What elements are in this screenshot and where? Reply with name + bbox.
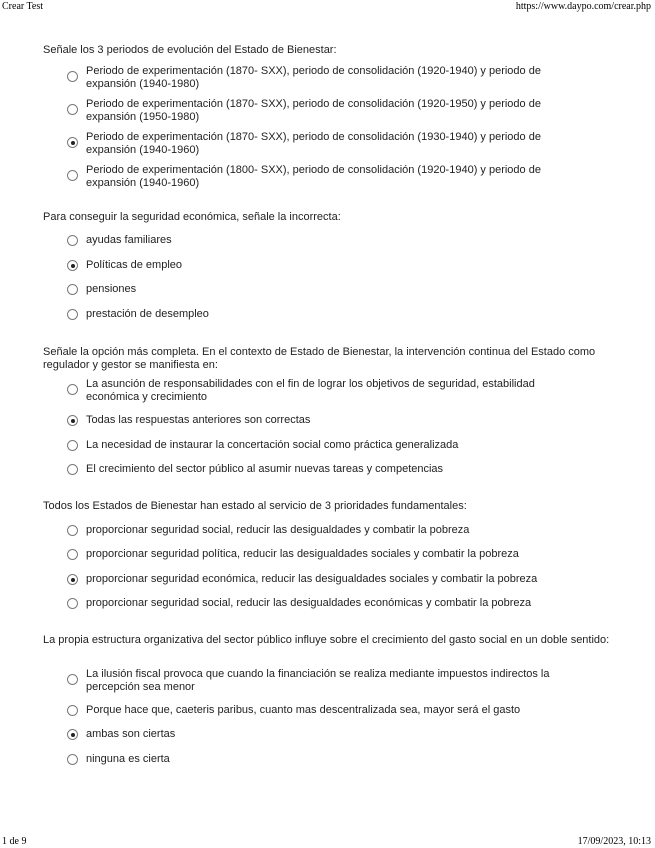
radio-button[interactable]: [67, 549, 78, 560]
option-label: La asunción de responsabilidades con el fin de lograr los objetivos de seguridad, estabilidad económica y crecimiento: [86, 378, 535, 403]
radio-button[interactable]: [67, 309, 78, 320]
radio-button-selected[interactable]: [67, 415, 78, 426]
question-text: Señale la opción más completa. En el contexto de Estado de Bienestar, la intervención continua del Estado como regulador y gestor se manifiesta en:: [43, 346, 596, 371]
print-timestamp: 17/09/2023, 10:13: [577, 836, 651, 847]
radio-button[interactable]: [67, 674, 78, 685]
option-label: La ilusión fiscal provoca que cuando la financiación se realiza mediante impuestos indirectos la percepción sea menor: [86, 668, 550, 693]
option-label: proporcionar seguridad política, reducir las desigualdades sociales y combatir la pobreza: [86, 548, 519, 560]
radio-button[interactable]: [67, 284, 78, 295]
option-label: ambas son ciertas: [86, 728, 176, 740]
question-3: [43, 346, 613, 475]
radio-button[interactable]: [67, 754, 78, 765]
radio-button[interactable]: [67, 464, 78, 475]
option-label: Periodo de experimentación (1870- SXX), periodo de consolidación (1930-1940) y periodo de expansión (1940-1960): [86, 131, 541, 156]
option-label: La necesidad de instaurar la concertación social como práctica generalizada: [86, 439, 459, 451]
radio-button[interactable]: [67, 235, 78, 246]
option-label: Periodo de experimentación (1800- SXX), periodo de consolidación (1920-1940) y periodo de expansión (1940-1960): [86, 164, 541, 189]
option-label: ayudas familiares: [86, 234, 172, 246]
question-text: La propia estructura organizativa del sector público influye sobre el crecimiento del gasto social en un doble sentido:: [43, 634, 610, 646]
radio-button-selected[interactable]: [67, 729, 78, 740]
print-header-title: Crear Test: [2, 1, 44, 12]
question-text: Para conseguir la seguridad económica, señale la incorrecta:: [43, 211, 341, 223]
option-label: proporcionar seguridad social, reducir las desigualdades económicas y combatir la pobreza: [86, 597, 532, 609]
radio-button-selected[interactable]: [67, 260, 78, 271]
question-text: Todos los Estados de Bienestar han estado al servicio de 3 prioridades fundamentales:: [43, 500, 467, 512]
option-label: pensiones: [86, 283, 137, 295]
question-5: [43, 634, 613, 765]
radio-button[interactable]: [67, 384, 78, 395]
option-label: El crecimiento del sector público al asumir nuevas tareas y competencias: [86, 463, 444, 475]
question-text: Señale los 3 periodos de evolución del Estado de Bienestar:: [43, 44, 337, 56]
radio-button-selected[interactable]: [67, 137, 78, 148]
radio-button[interactable]: [67, 170, 78, 181]
radio-button[interactable]: [67, 104, 78, 115]
page-number: 1 de 9: [2, 836, 27, 847]
option-label: ninguna es cierta: [86, 753, 170, 765]
option-label: Políticas de empleo: [86, 259, 182, 271]
radio-button[interactable]: [67, 525, 78, 536]
option-label: Porque hace que, caeteris paribus, cuanto mas descentralizada sea, mayor será el gasto: [86, 704, 521, 716]
option-label: Todas las respuestas anteriores son correctas: [86, 414, 311, 426]
option-label: proporcionar seguridad social, reducir las desigualdades y combatir la pobreza: [86, 524, 470, 536]
question-2: [43, 211, 613, 320]
question-4: [43, 500, 613, 609]
option-label: Periodo de experimentación (1870- SXX), periodo de consolidación (1920-1950) y periodo de expansión (1950-1980): [86, 98, 541, 123]
radio-button-selected[interactable]: [67, 574, 78, 585]
radio-button[interactable]: [67, 598, 78, 609]
radio-button[interactable]: [67, 71, 78, 82]
option-label: Periodo de experimentación (1870- SXX), periodo de consolidación (1920-1940) y periodo de expansión (1940-1980): [86, 65, 541, 90]
question-1: [43, 44, 613, 189]
radio-button[interactable]: [67, 705, 78, 716]
option-label: proporcionar seguridad económica, reducir las desigualdades sociales y combatir la pobreza: [86, 573, 538, 585]
radio-button[interactable]: [67, 440, 78, 451]
option-label: prestación de desempleo: [86, 308, 209, 320]
print-header-url: https://www.daypo.com/crear.php: [515, 1, 651, 12]
